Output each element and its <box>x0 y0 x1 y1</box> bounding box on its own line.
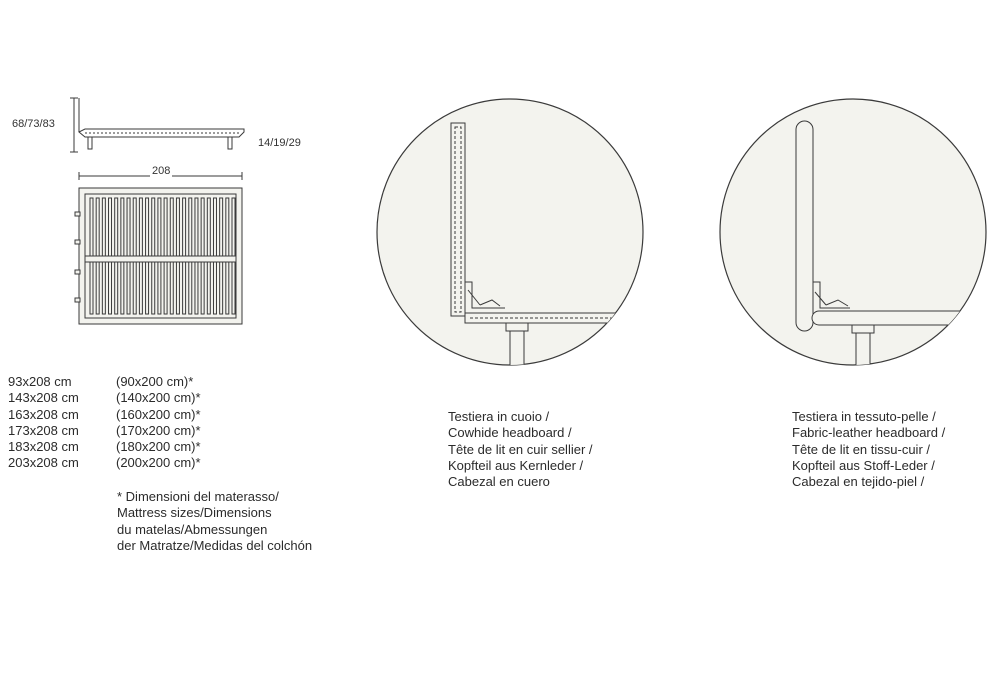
size-row <box>8 390 201 406</box>
leather-headboard <box>451 123 465 316</box>
mattress-size: (160x200 cm)* <box>116 406 201 422</box>
detail-fabric-headboard <box>720 99 992 371</box>
mattress-note <box>117 489 312 554</box>
bracket <box>75 298 80 302</box>
side-height-label: 68/73/83 <box>12 118 55 130</box>
overall-size: 203x208 cm <box>8 455 79 471</box>
mattress-size: (170x200 cm)* <box>116 422 201 438</box>
caption-line: Cabezal en tejido-piel / <box>792 474 925 490</box>
size-row <box>8 374 201 390</box>
overall-size: 143x208 cm <box>8 390 79 406</box>
detail-cowhide-headboard <box>377 99 645 371</box>
size-row <box>8 407 201 423</box>
overall-size: 163x208 cm <box>8 406 79 422</box>
side-elevation <box>70 98 244 152</box>
mattress-size: (90x200 cm)* <box>116 374 194 389</box>
caption-line: Tête de lit en cuir sellier / <box>448 441 593 457</box>
overall-size: 183x208 cm <box>8 439 79 455</box>
upholstered-headboard <box>796 121 813 331</box>
leg-height-label: 14/19/29 <box>258 137 301 149</box>
mattress-size: (180x200 cm)* <box>116 439 201 455</box>
size-list <box>8 374 201 472</box>
note-line: du matelas/Abmessungen <box>117 521 268 537</box>
caption-line: Kopfteil aus Stoff-Leder / <box>792 457 935 473</box>
caption-line: Testiera in cuoio / <box>448 409 550 424</box>
note-line: Mattress sizes/Dimensions <box>117 505 272 521</box>
leg <box>88 137 92 149</box>
bracket <box>75 240 80 244</box>
size-row <box>8 455 201 471</box>
size-row <box>8 439 201 455</box>
leg <box>228 137 232 149</box>
caption-line: Cowhide headboard / <box>448 425 572 441</box>
caption-line: Tête de lit en tissu-cuir / <box>792 441 930 457</box>
caption-line: Testiera in tessuto-pelle / <box>792 409 936 424</box>
caption-cowhide <box>448 409 593 490</box>
note-line: der Matratze/Medidas del colchón <box>117 537 313 553</box>
size-row <box>8 423 201 439</box>
overall-size: 173x208 cm <box>8 422 79 438</box>
caption-line: Cabezal en cuero <box>448 474 550 490</box>
overall-size: 93x208 cm <box>8 374 72 389</box>
caption-line: Kopfteil aus Kernleder / <box>448 457 584 473</box>
mattress-size: (140x200 cm)* <box>116 390 201 406</box>
mattress-size: (200x200 cm)* <box>116 455 201 471</box>
upholstered-frame <box>812 311 992 325</box>
plan-view <box>75 172 242 324</box>
length-label: 208 <box>152 165 171 177</box>
bracket <box>75 212 80 216</box>
caption-fabric <box>792 409 945 490</box>
center-rail <box>85 256 236 262</box>
bracket <box>75 270 80 274</box>
caption-line: Fabric-leather headboard / <box>792 425 946 441</box>
note-line: * Dimensioni del materasso/ <box>117 489 279 504</box>
